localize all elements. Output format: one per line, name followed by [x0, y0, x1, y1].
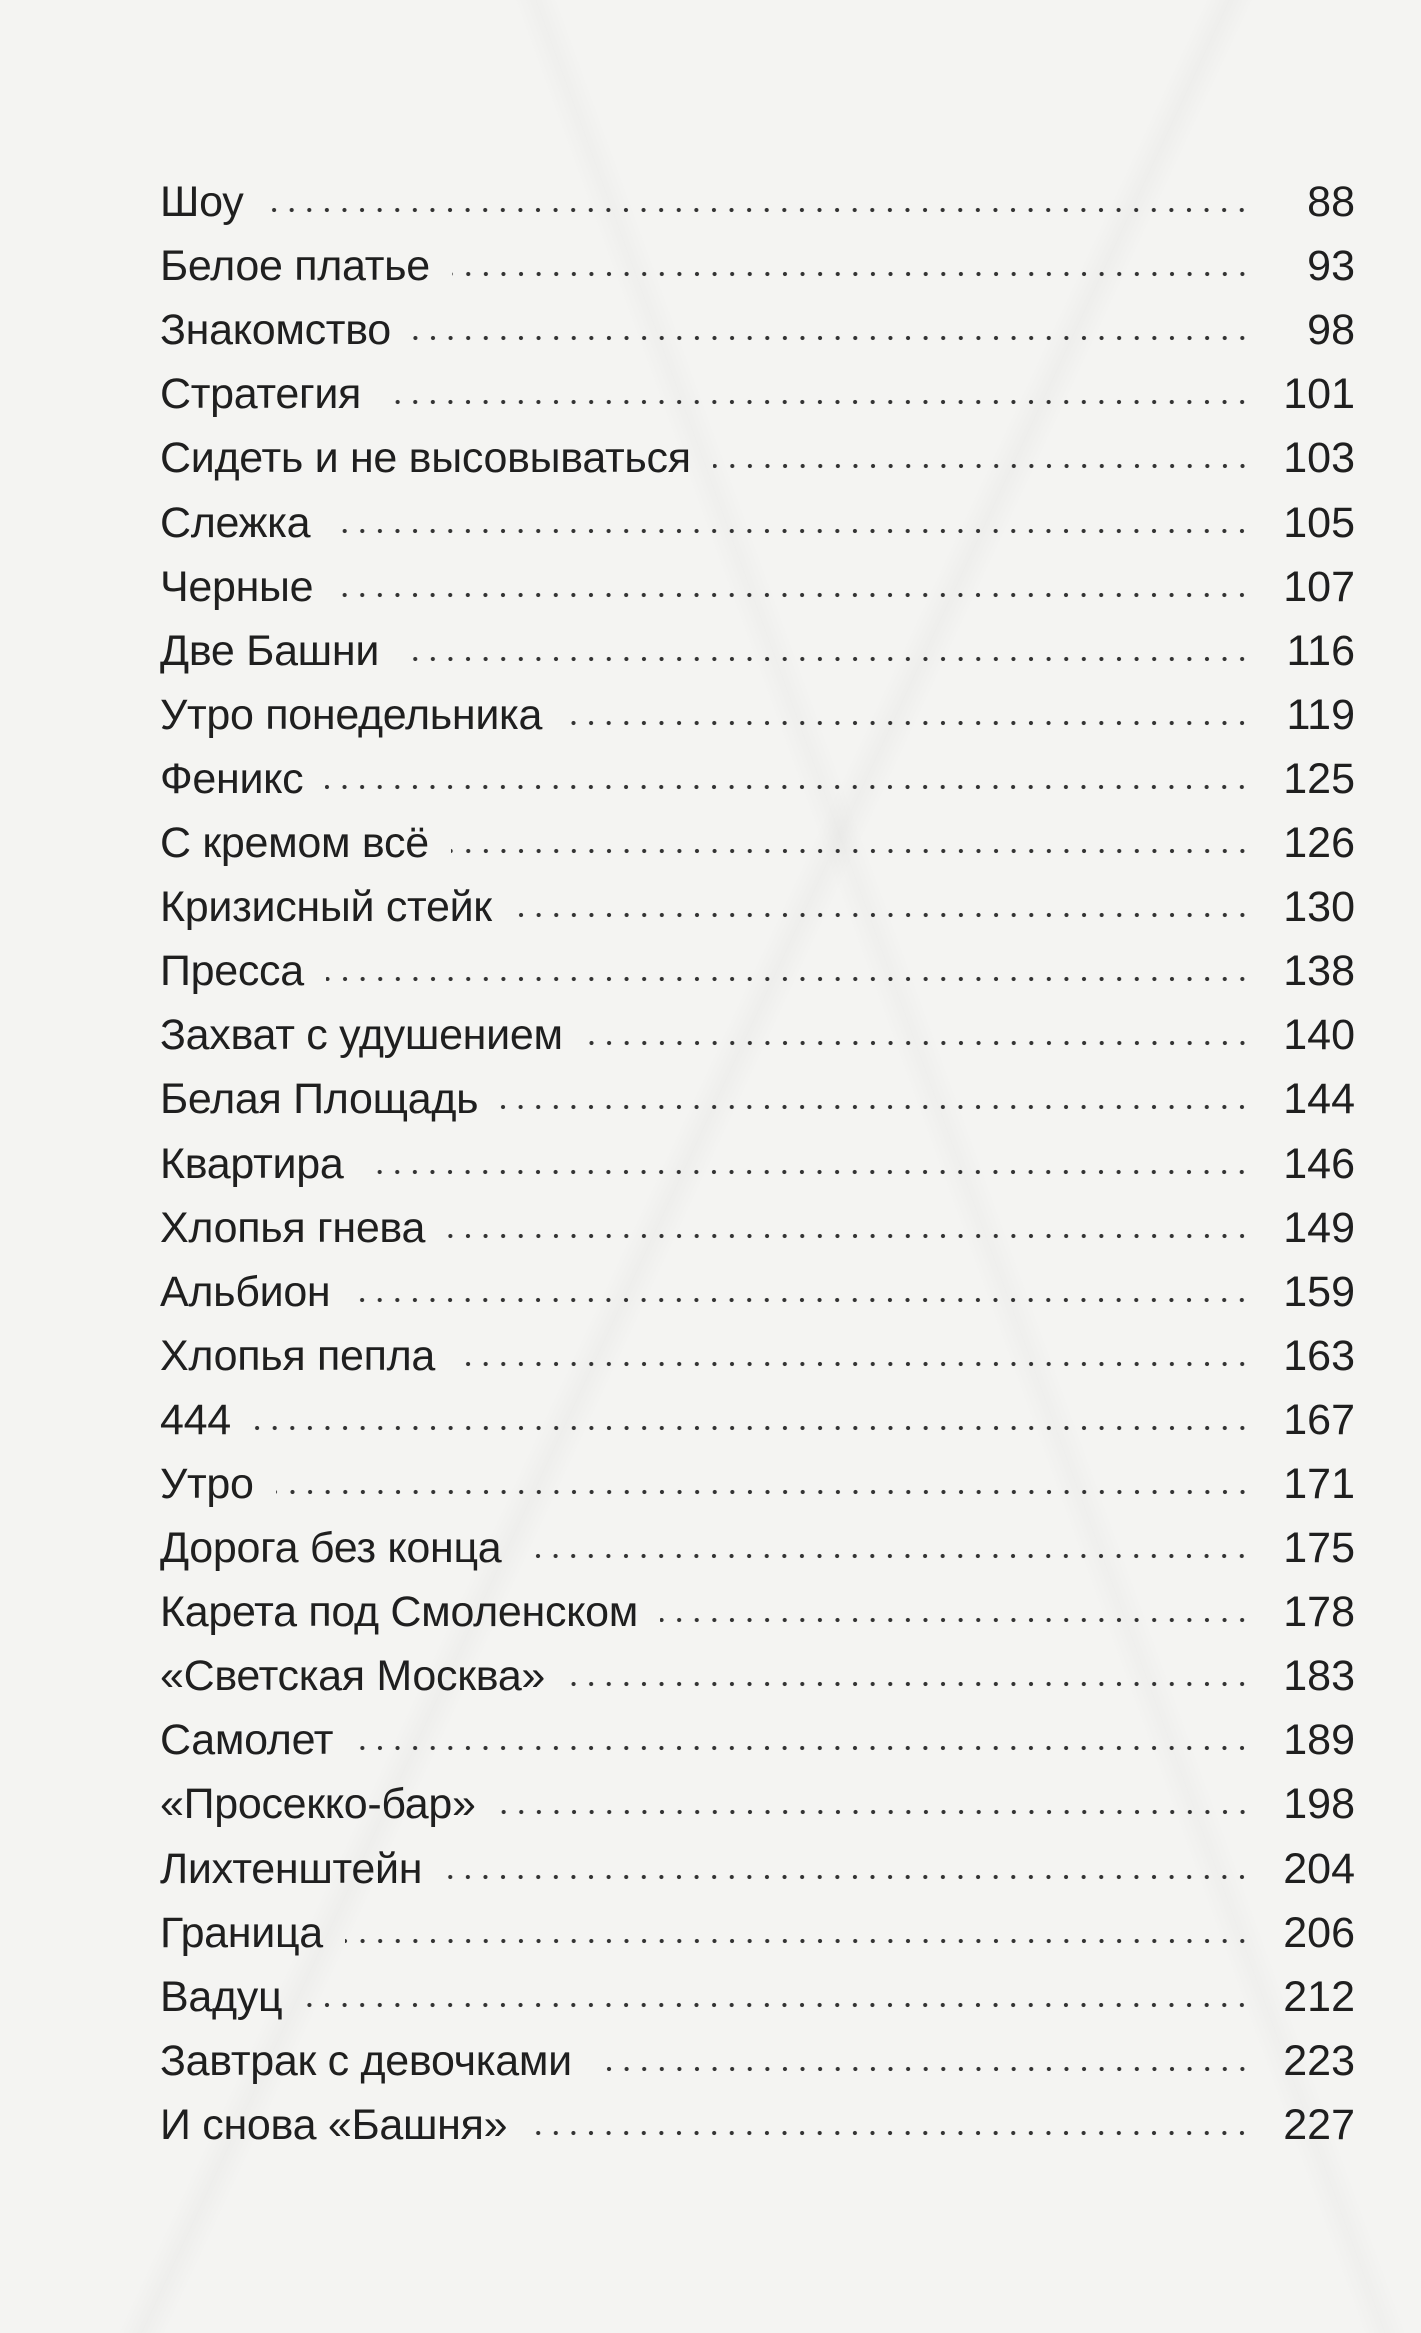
toc-entry-title: Утро [160, 1459, 254, 1508]
dot-leader [265, 204, 1251, 216]
toc-entry-title: Лихтенштейн [160, 1844, 423, 1893]
toc-entry [160, 1388, 1355, 1452]
toc-entry-page-number: 88 [1307, 178, 1355, 227]
toc-entry [160, 939, 1355, 1003]
toc-entry [160, 1196, 1355, 1260]
dot-leader [447, 1230, 1251, 1242]
toc-entry [160, 170, 1355, 234]
toc-entry-page-number: 167 [1283, 1395, 1355, 1444]
toc-entry-title: Граница [160, 1908, 323, 1957]
toc-entry [160, 298, 1355, 362]
dot-leader [529, 2127, 1251, 2139]
toc-entry-page-number: 103 [1283, 434, 1355, 483]
toc-entry [160, 683, 1355, 747]
dot-leader [523, 1550, 1251, 1562]
toc-entry-page-number: 178 [1283, 1588, 1355, 1637]
toc-entry [160, 1452, 1355, 1516]
toc-entry [160, 2029, 1355, 2093]
toc-entry [160, 1260, 1355, 1324]
toc-entry-page-number: 206 [1283, 1908, 1355, 1957]
toc-entry-page-number: 163 [1283, 1331, 1355, 1380]
dot-leader [401, 653, 1251, 665]
toc-entry-page-number: 107 [1283, 562, 1355, 611]
toc-entry-title: «Светская Москва» [160, 1652, 546, 1701]
toc-entry-title: Дорога без конца [160, 1524, 502, 1573]
toc-entry-title: Сидеть и не высовываться [160, 434, 691, 483]
toc-entry-page-number: 171 [1283, 1459, 1355, 1508]
dot-leader [452, 268, 1251, 280]
toc-entry [160, 555, 1355, 619]
dot-leader [451, 845, 1251, 857]
dot-leader [332, 525, 1251, 537]
toc-entry-title: Хлопья гнева [160, 1203, 426, 1252]
toc-entry-page-number: 119 [1286, 690, 1355, 739]
toc-entry-page-number: 227 [1283, 2100, 1355, 2149]
toc-entry-title: Черные [160, 562, 314, 611]
toc-entry-page-number: 183 [1283, 1652, 1355, 1701]
dot-leader [457, 1358, 1251, 1370]
toc-entry-title: Стратегия [160, 370, 362, 419]
toc-entry [160, 1836, 1355, 1900]
toc-entry [160, 1516, 1355, 1580]
toc-entry [160, 1708, 1355, 1772]
dot-leader [276, 1486, 1251, 1498]
dot-leader [564, 717, 1251, 729]
toc-entry [160, 426, 1355, 490]
toc-entry-title: Альбион [160, 1267, 331, 1316]
toc-entry-page-number: 140 [1283, 1011, 1355, 1060]
toc-entry-title: Пресса [160, 947, 304, 996]
toc-entry-title: Хлопья пепла [160, 1331, 435, 1380]
toc-entry [160, 1901, 1355, 1965]
toc-entry-title: Белое платье [160, 242, 430, 291]
toc-entry [160, 1003, 1355, 1067]
toc-entry [160, 619, 1355, 683]
toc-entry-page-number: 93 [1307, 242, 1355, 291]
dot-leader [514, 909, 1251, 921]
dot-leader [585, 1037, 1251, 1049]
toc-entry-title: Завтрак с девочками [160, 2036, 572, 2085]
dot-leader [500, 1101, 1251, 1113]
dot-leader [345, 1935, 1251, 1947]
dot-leader [326, 973, 1251, 985]
toc-entry [160, 362, 1355, 426]
dot-leader [660, 1614, 1251, 1626]
dot-leader [567, 1678, 1251, 1690]
toc-entry-title: Белая Площадь [160, 1075, 479, 1124]
toc-entry-page-number: 144 [1283, 1075, 1355, 1124]
toc-entry-page-number: 130 [1283, 883, 1355, 932]
toc-entry [160, 1772, 1355, 1836]
toc-entry [160, 234, 1355, 298]
dot-leader [304, 1999, 1251, 2011]
toc-entry-title: Кризисный стейк [160, 883, 492, 932]
dot-leader [713, 460, 1251, 472]
toc-entry [160, 1580, 1355, 1644]
dot-leader [355, 1742, 1251, 1754]
toc-entry [160, 747, 1355, 811]
dot-leader [498, 1806, 1251, 1818]
toc-entry-page-number: 125 [1283, 754, 1355, 803]
toc-entry-title: Карета под Смоленском [160, 1588, 639, 1637]
toc-entry-page-number: 126 [1283, 819, 1355, 868]
dot-leader [365, 1166, 1251, 1178]
toc-entry [160, 1644, 1355, 1708]
toc-entry [160, 811, 1355, 875]
dot-leader [444, 1871, 1251, 1883]
toc-entry-title: Шоу [160, 178, 244, 227]
toc-entry-title: Две Башни [160, 626, 380, 675]
toc-entry-title: Вадуц [160, 1972, 283, 2021]
toc-entry [160, 2093, 1355, 2157]
dot-leader [335, 589, 1251, 601]
dot-leader [325, 781, 1251, 793]
toc-entry-page-number: 101 [1283, 370, 1355, 419]
toc-entry [160, 875, 1355, 939]
toc-entry-title: Квартира [160, 1139, 344, 1188]
toc-entry-page-number: 105 [1283, 498, 1355, 547]
table-of-contents [160, 170, 1355, 2157]
toc-entry [160, 1324, 1355, 1388]
toc-entry-page-number: 175 [1283, 1524, 1355, 1573]
dot-leader [383, 396, 1251, 408]
toc-entry-page-number: 146 [1283, 1139, 1355, 1188]
dot-leader [253, 1422, 1251, 1434]
toc-entry [160, 1965, 1355, 2029]
toc-entry-title: Утро понедельника [160, 690, 543, 739]
toc-entry-title: Феникс [160, 754, 304, 803]
toc-entry [160, 490, 1355, 554]
toc-entry-page-number: 204 [1283, 1844, 1355, 1893]
toc-entry-page-number: 116 [1286, 626, 1355, 675]
dot-leader [352, 1294, 1251, 1306]
toc-entry [160, 1131, 1355, 1195]
dot-leader [594, 2063, 1251, 2075]
toc-entry-title: И снова «Башня» [160, 2100, 508, 2149]
toc-entry [160, 1067, 1355, 1131]
toc-entry-title: «Просекко-бар» [160, 1780, 476, 1829]
toc-entry-title: 444 [160, 1395, 231, 1444]
toc-entry-page-number: 98 [1307, 306, 1355, 355]
toc-entry-title: Слежка [160, 498, 311, 547]
toc-entry-page-number: 189 [1283, 1716, 1355, 1765]
toc-entry-title: Самолет [160, 1716, 334, 1765]
toc-entry-page-number: 138 [1283, 947, 1355, 996]
dot-leader [413, 332, 1251, 344]
toc-entry-page-number: 223 [1283, 2036, 1355, 2085]
toc-entry-title: Знакомство [160, 306, 391, 355]
toc-entry-page-number: 198 [1283, 1780, 1355, 1829]
toc-entry-title: С кремом всё [160, 819, 429, 868]
toc-entry-title: Захват с удушением [160, 1011, 563, 1060]
toc-entry-page-number: 212 [1283, 1972, 1355, 2021]
toc-entry-page-number: 159 [1283, 1267, 1355, 1316]
toc-entry-page-number: 149 [1283, 1203, 1355, 1252]
